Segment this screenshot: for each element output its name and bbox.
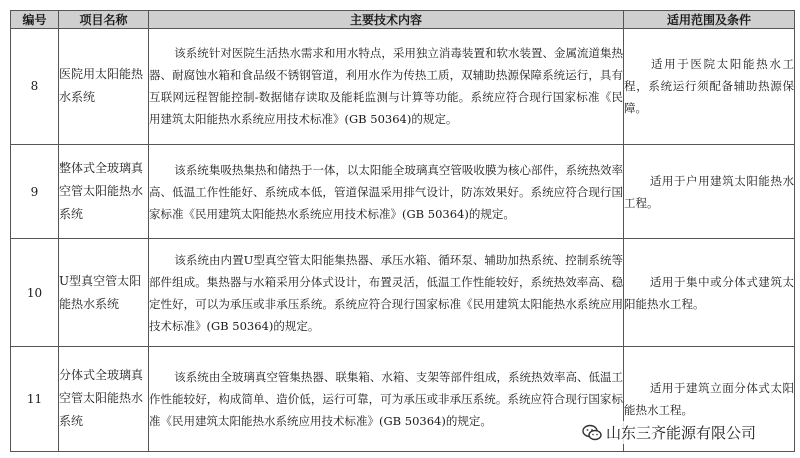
table-row bbox=[11, 239, 795, 346]
row-number: 9 bbox=[11, 144, 59, 239]
row-number: 8 bbox=[11, 29, 59, 145]
watermark bbox=[578, 421, 760, 444]
row-scope: 适用于集中或分体式建筑太阳能热水工程。 bbox=[624, 239, 795, 346]
row-project-name: U型真空管太阳能热水系统 bbox=[59, 239, 149, 346]
row-technical-content: 该系统集吸热集热和储热于一体，以太阳能全玻璃真空管吸收膜为核心部件，系统热效率高、低温工作性能好、系统成本低，管道保温采用排气设计，防冻效果好。系统应符合现行国家标准《民用建筑太阳能热水系统应用技术标准》(GB 50364)的规定。 bbox=[149, 144, 624, 239]
watermark-text: 山东三齐能源有限公司 bbox=[605, 424, 756, 442]
row-number: 10 bbox=[11, 239, 59, 346]
row-project-name: 整体式全玻璃真空管太阳能热水系统 bbox=[59, 144, 149, 239]
row-technical-content: 该系统针对医院生活热水需求和用水特点，采用独立消毒装置和软水装置、金属流道集热器、耐腐蚀水箱和食品级不锈钢管道，利用水作为传热工质，双辅助热源保障系统运行，具有互联网远程智能控制-数据储存读取及能耗监测与计算等功能。系统应符合现行国家标准《民用建筑太阳能热水系统应用技术标准》(GB 50364)的规定。 bbox=[149, 29, 624, 145]
table-row bbox=[11, 144, 795, 239]
table-row bbox=[11, 29, 795, 145]
row-technical-content: 该系统由全玻璃真空管集热器、联集箱、水箱、支架等部件组成，系统热效率高、低温工作性能较好，构成简单、造价低，运行可靠，可为承压或非承压系统。系统应符合现行国家标准《民用建筑太阳能热水系统应用技术标准》(GB 50364)的规定。 bbox=[149, 346, 624, 451]
row-scope: 适用于建筑立面分体式太阳能热水工程。 bbox=[624, 346, 795, 451]
header-technical-content: 主要技术内容 bbox=[149, 11, 624, 29]
row-project-name: 医院用太阳能热水系统 bbox=[59, 29, 149, 145]
row-scope: 适用于医院太阳能热水工程，系统运行须配备辅助热源保障。 bbox=[624, 29, 795, 145]
header-number: 编号 bbox=[11, 11, 59, 29]
table-header-row bbox=[11, 11, 795, 29]
header-project-name: 项目名称 bbox=[59, 11, 149, 29]
row-scope: 适用于户用建筑太阳能热水工程。 bbox=[624, 144, 795, 239]
header-scope: 适用范围及条件 bbox=[624, 11, 795, 29]
wechat-icon bbox=[582, 424, 602, 442]
technology-table bbox=[10, 10, 795, 452]
row-number: 11 bbox=[11, 346, 59, 451]
row-project-name: 分体式全玻璃真空管太阳能热水系统 bbox=[59, 346, 149, 451]
row-technical-content: 该系统由内置U型真空管太阳能集热器、承压水箱、循环泵、辅助加热系统、控制系统等部件组成。集热器与水箱采用分体式设计，布置灵活，低温工作性能较好，系统热效率高、稳定性好，可以为承压或非承压系统。系统应符合现行国家标准《民用建筑太阳能热水系统应用技术标准》(GB 50364)的规定。 bbox=[149, 239, 624, 346]
